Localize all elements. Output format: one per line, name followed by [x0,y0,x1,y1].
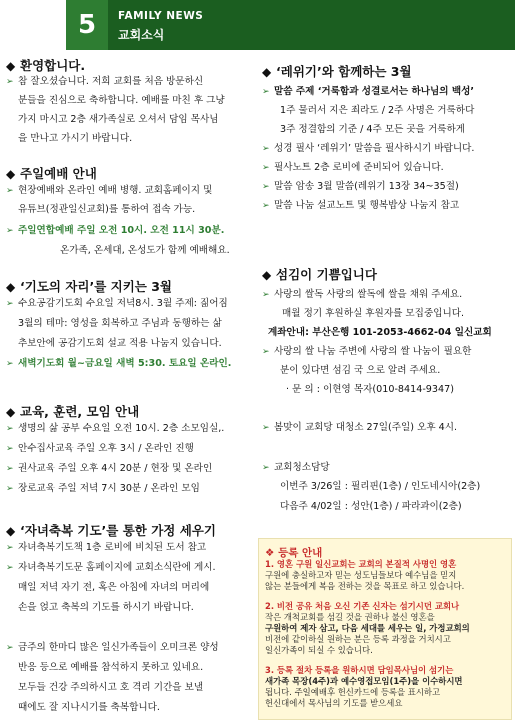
worship-section-title: ◆ 주일예배 안내 [6,166,97,181]
header-left-spacer [0,0,66,50]
registration-line: 됩니다. 주일예배후 헌신카드에 등록을 표시하고 [265,687,441,697]
arrow-icon: ➢ [262,163,270,173]
arrow-icon: ➢ [262,144,270,154]
diamond-icon: ◆ [6,405,16,419]
serve-account-line: 계좌안내: 부산은행 101-2053-4662-04 일신교회 [268,327,492,338]
header-title-bar [108,0,515,50]
serve-line: ➢ 사랑의 쌀 나눔 주변에 사랑의 쌀 나눔이 필요한 [262,346,472,357]
prayer-line: 3월의 테마: 영성을 회복하고 주님과 동행하는 삶 [18,318,222,329]
education-line: ➢ 권사교육 주일 오후 4시 20분 / 현장 및 온라인 [6,463,213,474]
family-section-title: ◆ ‘자녀축복 기도’를 통한 가정 세우기 [6,523,216,538]
registration-line: 일신가족이 되실 수 있습니다. [265,645,373,655]
registration-line: 작은 개척교회를 섬길 것을 권하나 불신 영혼을 [265,612,435,622]
word-line: ➢ 말씀 주제 ‘거룩함과 성결로서는 하나님의 백성’ [262,86,475,97]
arrow-icon: ➢ [6,186,14,196]
education-line: ➢ 안수집사교육 주일 오후 3시 / 온라인 진행 [6,443,194,454]
registration-line: 구원에 충실하고자 믿는 성도님들보다 예수님을 믿지 [265,570,457,580]
registration-line: 구원하여 제자 삼고, 다음 세대를 세우는 일, 가정교회의 [265,623,470,633]
diamond-icon: ◆ [262,65,272,79]
registration-line: 3. 등록 절차 등록을 원하시면 담임목사님이 섬기는 [265,665,454,675]
cleaning-title: ➢ 교회청소담당 [262,462,330,473]
cleaning-line: 다음주 4/02일 : 성안(1층) / 파라과이(2층) [280,501,462,512]
arrow-icon: ➢ [262,87,270,97]
worship-line: ➢ 현장예배와 온라인 예배 병행. 교회홈페이지 및 [6,185,213,196]
registration-line: 않는 분들에게 복음 전하는 것을 목표로 하고 있습니다. [265,581,465,591]
arrow-icon: ➢ [6,226,14,236]
family-line: 매일 저녁 자기 전, 혹은 아침에 자녀의 머리에 [18,582,210,593]
family-line: 손을 얹고 축복의 기도를 하시기 바랍니다. [18,602,194,613]
family-line: 반응 등으로 예배를 참석하지 못하고 있네요. [18,662,204,673]
worship-line: 유튜브(정관일신교회)를 통하여 접속 가능. [18,204,196,215]
arrow-icon: ➢ [262,423,270,433]
word-line: ➢ 말씀 암송 3월 말씀(레위기 13장 34~35절) [262,181,459,192]
welcome-line: 을 만나고 가시기 바랍니다. [18,133,133,144]
arrow-icon: ➢ [262,347,270,357]
family-line: ➢ 금주의 한마디 많은 일신가족들이 오미크론 양성 [6,642,219,653]
serve-section-title: ◆ 섬김이 기쁨입니다 [262,267,377,282]
worship-line: ➢ 주일연합예배 주일 오전 10시. 오전 11시 30분. [6,225,225,236]
arrow-icon: ➢ [6,299,14,309]
newsletter-header [0,0,515,50]
registration-info-box [258,538,512,720]
education-line: ➢ 장로교육 주일 저녁 7시 30분 / 온라인 모임 [6,483,200,494]
family-line: 모두들 건강 주의하시고 호 격리 기간을 보낼 [18,682,204,693]
education-line: ➢ 생명의 삶 공부 수요일 오전 10시. 2층 소모임실,. [6,423,225,434]
registration-title: ❖ 등록 안내 [265,547,323,559]
registration-line: 2. 비전 공유 처음 오신 기존 신자는 섬기시던 교회나 [265,601,460,611]
arrow-icon: ➢ [6,424,14,434]
prayer-line: ➢ 새벽기도회 월~금요일 새벽 5:30. 토요일 온라인. [6,358,232,369]
serve-line: ➢ 사랑의 쌀독 사랑의 쌀독에 쌀을 채워 주세요. [262,289,463,300]
page-number: 5 [66,0,108,50]
education-section-title: ◆ 교육, 훈련, 모임 안내 [6,404,140,419]
word-line: ➢ 필사노트 2층 로비에 준비되어 있습니다. [262,162,444,173]
registration-line: 비전에 같이하실 원하는 분은 등록 과정을 거치시고 [265,634,451,644]
arrow-icon: ➢ [6,643,14,653]
arrow-icon: ➢ [6,444,14,454]
arrow-icon: ➢ [262,290,270,300]
serve-contact-line: · 문 의 : 이현영 목자(010-8414-9347) [286,384,454,395]
registration-line: 헌신대에서 목사님의 기도를 받으세요 [265,698,403,708]
family-line: ➢ 자녀축복기도문 홈페이지에 교회소식란에 게시. [6,562,216,573]
prayer-section-title: ◆ ‘기도의 자리’를 지키는 3월 [6,279,173,294]
registration-line: 새가족 목장(4주)과 예수영접모임(1주)을 이수하시면 [265,676,463,686]
family-line: 때에도 잘 지나시기를 축복합니다. [18,702,160,713]
arrow-icon: ➢ [6,464,14,474]
diamond-icon: ◆ [6,59,16,73]
welcome-line: 분들을 진심으로 축하합니다. 예배를 마친 후 그냥 [18,95,225,106]
arrow-icon: ➢ [6,359,14,369]
word-line: 1주 물러서 지은 죄라도 / 2주 사명은 거룩하다 [280,105,475,116]
arrow-icon: ➢ [6,77,14,87]
word-line: ➢ 성경 필사 ‘레위기’ 말씀을 필사하시기 바랍니다. [262,143,475,154]
serve-line: 분이 있다면 섬김 국 으로 알려 주세요. [280,365,441,376]
arrow-icon: ➢ [6,484,14,494]
welcome-line: ➢ 참 잘오셨습니다. 저희 교회를 처음 방문하신 [6,76,204,87]
welcome-line: 가지 마시고 2층 새가족실로 오셔서 담임 목사님 [18,114,219,125]
arrow-icon: ➢ [262,201,270,211]
cleaning-line: 이번주 3/26일 : 필리핀(1층) / 인도네시아(2층) [280,481,481,492]
header-english-title: FAMILY NEWS [118,10,204,22]
prayer-line: ➢ 수요공감기도회 수요일 저녁8시. 3월 주제: 짊어짐 [6,298,228,309]
diamond-icon: ◆ [262,268,272,282]
word-line: ➢ 말씀 나눔 설교노트 및 행복밥상 나눔지 참고 [262,200,460,211]
arrow-icon: ➢ [6,563,14,573]
diamond-icon: ◆ [6,280,16,294]
arrow-icon: ➢ [262,463,270,473]
prayer-line: 추보안에 공감기도회 설교 적용 나눔지 있습니다. [18,338,222,349]
diamond-icon: ◆ [6,524,16,538]
arrow-icon: ➢ [6,543,14,553]
family-line: ➢ 자녀축복기도책 1층 로비에 비치된 도서 참고 [6,542,207,553]
spring-cleaning-line: ➢ 봄맞이 교회당 대청소 27일(주일) 오후 4시. [262,422,458,433]
registration-line: 1. 영혼 구원 일신교회는 교회의 본질적 사명인 영혼 [265,559,457,569]
header-korean-title: 교회소식 [118,28,165,42]
arrow-icon: ➢ [262,182,270,192]
welcome-section-title: ◆ 환영합니다. [6,58,86,73]
word-section-title: ◆ ‘레위기’와 함께하는 3월 [262,64,412,79]
word-line: 3주 정결함의 기준 / 4주 모든 곳을 거룩하게 [280,124,466,135]
diamond-icon: ◆ [6,167,16,181]
serve-line: 매월 정기 후원하실 후원자를 모집중입니다. [282,308,465,319]
worship-line: 온가족, 온세대, 온성도가 함께 예배해요. [60,245,230,256]
